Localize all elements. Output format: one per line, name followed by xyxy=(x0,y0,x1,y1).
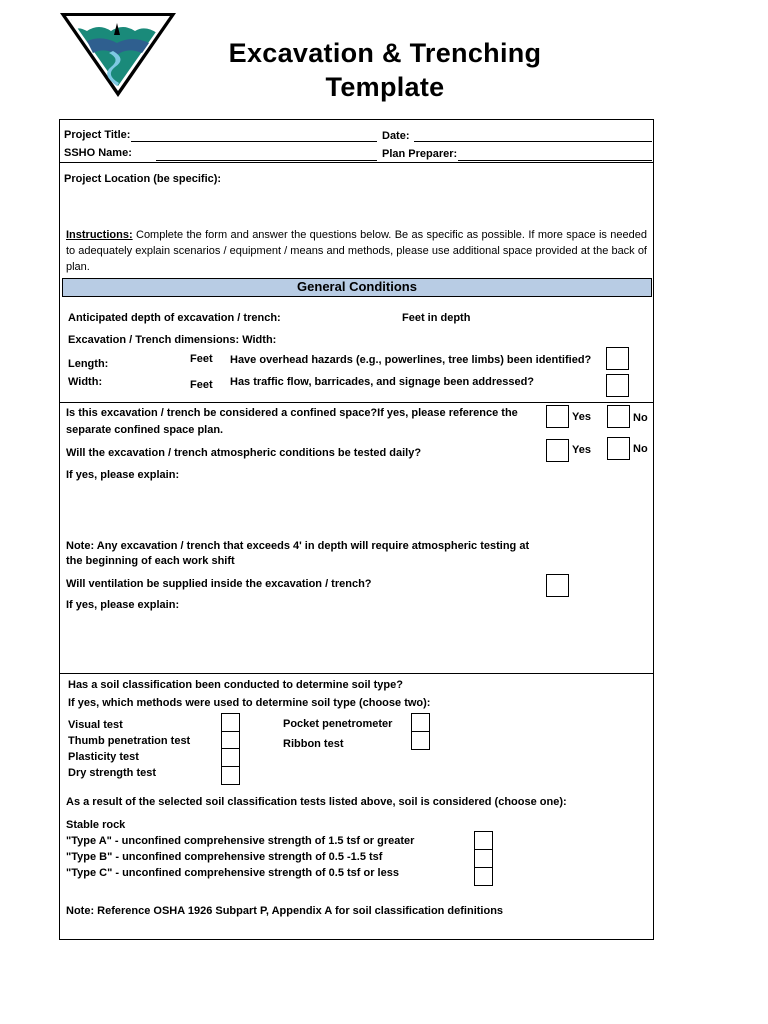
method-visual-test: Visual test xyxy=(68,719,123,731)
page-title-line1: Excavation & Trenching xyxy=(228,38,542,68)
confined-space-question-cont: separate confined space plan. xyxy=(66,424,224,436)
explain-label xyxy=(66,469,179,482)
feet-label: Feet xyxy=(190,353,213,365)
plasticity-checkbox[interactable] xyxy=(221,748,240,767)
method-thumb-penetration: Thumb penetration test xyxy=(68,735,191,747)
soil-type-a: "Type A" - unconfined comprehensive strength of 1.5 tsf or greater xyxy=(66,835,415,847)
method-pocket-penetrometer: Pocket penetrometer xyxy=(283,718,393,730)
soil-type-stable-rock: Stable rock xyxy=(66,819,126,831)
method-plasticity: Plasticity test xyxy=(68,751,139,763)
traffic-flow-question: Has traffic flow, barricades, and signage been addressed? xyxy=(230,376,535,388)
depth-unit: Feet in depth xyxy=(402,312,471,324)
atmospheric-no-checkbox[interactable] xyxy=(607,437,630,460)
instructions-paragraph xyxy=(66,227,647,275)
atmospheric-note-cont: the beginning of each work shift xyxy=(66,555,235,567)
instructions-label: Instructions: xyxy=(66,229,133,241)
instructions-text: Complete the form and answer the questions below. Be as specific as possible. If more space is needed to adequately explain scenarios / equipment / means and methods, please use additional space provided at the back of plan. xyxy=(66,229,647,273)
dry-strength-checkbox[interactable] xyxy=(221,766,240,785)
visual-test-checkbox[interactable] xyxy=(221,713,240,732)
confined-no-checkbox[interactable] xyxy=(607,405,630,428)
no-label: No xyxy=(633,443,648,455)
stable-rock-checkbox[interactable] xyxy=(474,831,493,850)
depth-label: Anticipated depth of excavation / trench: xyxy=(68,312,281,324)
general-conditions-heading: General Conditions xyxy=(62,278,652,297)
explain-label: If yes, please explain: xyxy=(66,599,180,611)
overhead-hazards-checkbox[interactable] xyxy=(606,347,629,370)
yes-label: Yes xyxy=(572,411,591,423)
soil-classification-question: Has a soil classification been conducted to determine soil type? xyxy=(68,679,403,691)
dimensions-label: Excavation / Trench dimensions: Width: xyxy=(68,334,277,346)
soil-method-question: If yes, which methods were used to determine soil type (choose two): xyxy=(68,697,431,709)
atmospheric-yes-checkbox[interactable] xyxy=(546,439,569,462)
date-label: Date: xyxy=(382,130,410,142)
feet-label: Feet xyxy=(190,379,213,391)
type-a-checkbox[interactable] xyxy=(474,849,493,868)
agency-logo xyxy=(57,11,179,99)
method-dry-strength: Dry strength test xyxy=(68,767,157,779)
ssho-name-field[interactable] xyxy=(156,160,377,161)
plan-preparer-label: Plan Preparer: xyxy=(382,148,458,160)
page-title-line2: Template xyxy=(325,72,445,102)
ribbon-test-checkbox[interactable] xyxy=(411,731,430,750)
divider xyxy=(59,402,654,403)
divider xyxy=(60,162,653,163)
confined-yes-checkbox[interactable] xyxy=(546,405,569,428)
explain-label-text: If yes, please explain: xyxy=(66,469,180,481)
width-label: Width: xyxy=(68,376,103,388)
soil-type-c: "Type C" - unconfined comprehensive strength of 0.5 tsf or less xyxy=(66,867,399,879)
soil-type-b: "Type B" - unconfined comprehensive strength of 0.5 -1.5 tsf xyxy=(66,851,383,863)
atmospheric-note: Note: Any excavation / trench that exceeds 4' in depth will require atmospheric testing at xyxy=(66,540,530,552)
plan-preparer-field[interactable] xyxy=(458,160,652,161)
no-label: No xyxy=(633,412,648,424)
traffic-flow-checkbox[interactable] xyxy=(606,374,629,397)
soil-result-question: As a result of the selected soil classification tests listed above, soil is considered (choose one): xyxy=(66,796,567,808)
project-location-label: Project Location (be specific): xyxy=(64,173,222,185)
date-field[interactable] xyxy=(414,141,652,142)
length-label: Length: xyxy=(68,358,109,370)
ventilation-checkbox[interactable] xyxy=(546,574,569,597)
method-ribbon-test: Ribbon test xyxy=(283,738,344,750)
type-b-checkbox[interactable] xyxy=(474,867,493,886)
ventilation-question: Will ventilation be supplied inside the excavation / trench? xyxy=(66,578,372,590)
project-title-field[interactable] xyxy=(131,141,377,142)
osha-reference-note: Note: Reference OSHA 1926 Subpart P, Appendix A for soil classification definitions xyxy=(66,905,504,917)
project-title-label: Project Title: xyxy=(64,129,131,141)
yes-label: Yes xyxy=(572,444,591,456)
overhead-hazards-question: Have overhead hazards (e.g., powerlines, tree limbs) been identified? xyxy=(230,354,592,366)
atmospheric-test-question: Will the excavation / trench atmospheric conditions be tested daily? xyxy=(66,447,422,459)
divider xyxy=(59,673,654,674)
ssho-name-label: SSHO Name: xyxy=(64,147,132,159)
confined-space-question: Is this excavation / trench be considered a confined space?If yes, please reference the xyxy=(66,407,518,419)
pocket-penetrometer-checkbox[interactable] xyxy=(411,713,430,732)
